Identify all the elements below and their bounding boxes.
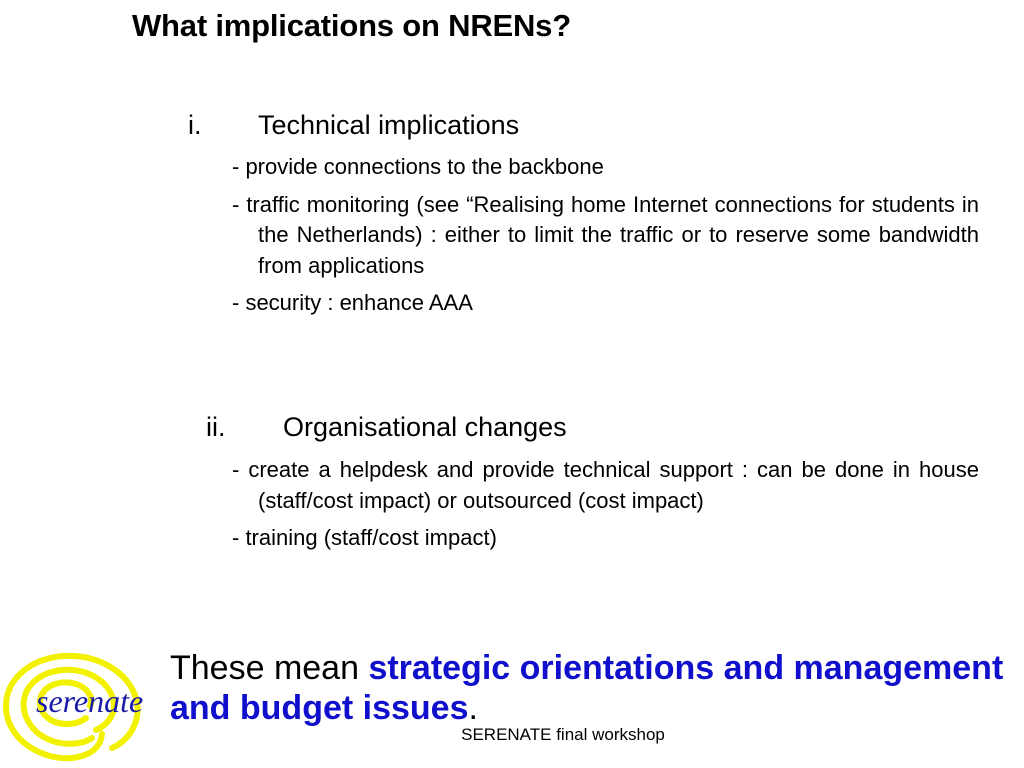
conclusion-end: . — [468, 689, 478, 727]
footer-text: SERENATE final workshop — [461, 725, 665, 744]
section-heading-text: Technical implications — [258, 110, 520, 140]
serenate-logo — [0, 648, 156, 766]
conclusion-emphasis: strategic orientations and management and budget issues — [170, 649, 1004, 727]
bullet-item: - create a helpdesk and provide technical support : can be done in house (staff/cost impact) or outsourced (cost impact) — [232, 457, 979, 513]
section-number: i. — [188, 110, 202, 140]
organisational-bullet-list — [232, 455, 979, 561]
bullet-item: - security : enhance AAA — [232, 290, 473, 315]
bullet-item: - provide connections to the backbone — [232, 154, 604, 179]
technical-bullet-list — [232, 152, 979, 326]
logo-text: serenate — [36, 683, 144, 719]
bullet-item: - training (staff/cost impact) — [232, 525, 497, 550]
conclusion-statement — [170, 648, 1024, 728]
section-number: ii. — [206, 412, 226, 442]
section-heading-text: Organisational changes — [283, 412, 567, 442]
slide-title: What implications on NRENs? — [132, 8, 571, 43]
conclusion-lead: These mean — [170, 649, 369, 687]
bullet-item: - traffic monitoring (see “Realising home Internet connections for students in the Netherlands) : either to limit the traffic or to reserve some bandwidth from applications — [232, 191, 979, 278]
